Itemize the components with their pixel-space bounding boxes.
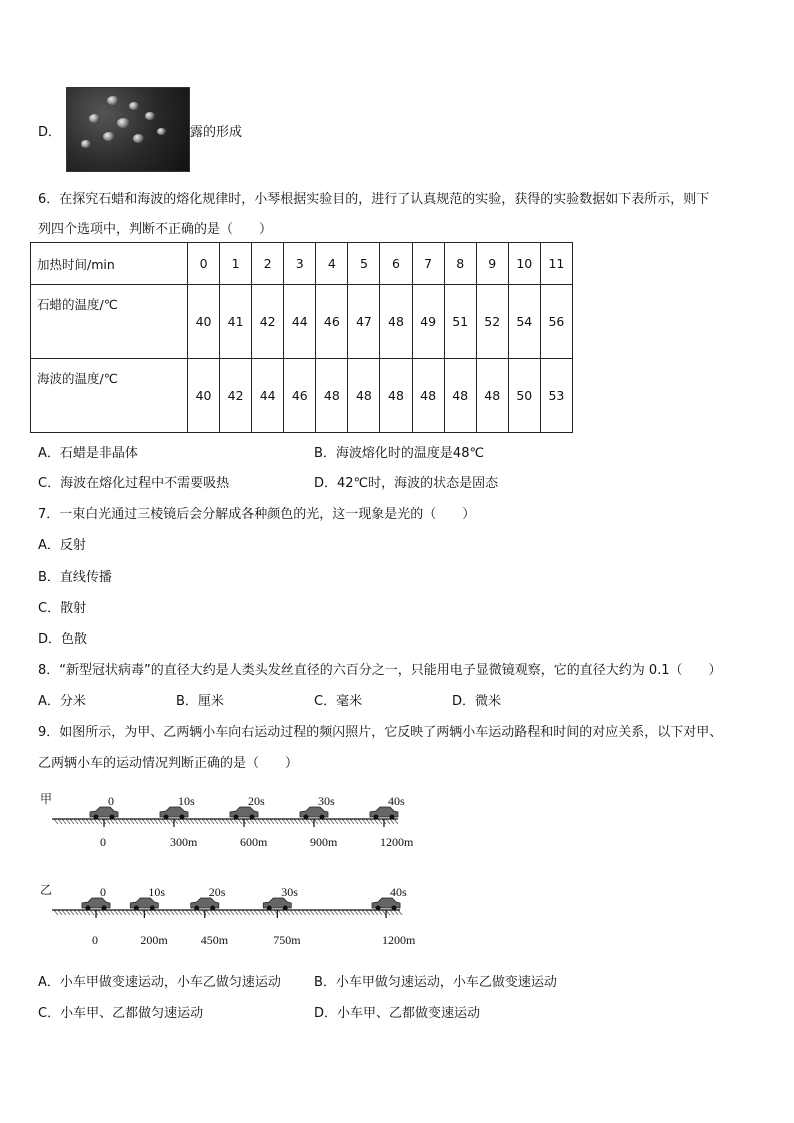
q6-stem-line1: 6．在探究石蜡和海波的熔化规律时，小琴根据实验目的，进行了认真规范的实验，获得的实验数据如下表所示，则下 [38,192,710,207]
table-cell: 48 [316,359,348,433]
car-b-strobe-diagram [40,876,430,956]
table-cell: 48 [476,359,508,433]
table-row-label: 石蜡的温度/℃ [31,285,188,359]
car-icon [230,807,258,820]
car-b-time-label: 10s [148,885,166,899]
table-cell: 46 [316,285,348,359]
table-cell: 47 [348,285,380,359]
table-cell: 2 [252,243,284,285]
car-a-time-label: 40s [387,794,405,808]
q9-option-b[interactable]: B．小车甲做匀速运动，小车乙做变速运动 [314,975,557,990]
car-icon [191,898,219,911]
car-a-distance-label: 1200m [379,835,414,849]
q5-option-d-text: 露的形成 [190,125,243,140]
q9-option-d[interactable]: D．小车甲、乙都做变速运动 [314,1006,481,1021]
car-b-distance-label: 750m [273,933,301,947]
car-b-label: 乙 [40,883,53,897]
q6-stem-line2: 列四个选项中，判断不正确的是（ ） [38,222,273,237]
car-a-strobe-diagram [40,786,430,856]
table-cell: 48 [380,285,412,359]
table-header-label: 加热时间/min [31,243,188,285]
car-icon [130,898,158,911]
table-cell: 11 [540,243,572,285]
table-cell: 41 [220,285,252,359]
table-cell: 44 [252,359,284,433]
table-cell: 48 [348,359,380,433]
table-cell: 1 [220,243,252,285]
table-row-time [31,243,573,285]
q6-option-d[interactable]: D．42℃时，海波的状态是固态 [314,476,499,491]
car-b-time-label: 0 [100,885,106,899]
dew-photo [66,87,190,172]
car-a-time-label: 10s [177,794,195,808]
q7-stem: 7．一束白光通过三棱镜后会分解成各种颜色的光，这一现象是光的（ ） [38,507,476,522]
table-cell: 48 [380,359,412,433]
car-a-distance-label: 300m [169,835,198,849]
car-b-time-label: 20s [208,885,226,899]
table-cell: 53 [540,359,572,433]
car-b-distance-label: 200m [140,933,168,947]
car-a-ground-hatch [54,819,398,824]
q7-option-b[interactable]: B．直线传播 [38,570,112,585]
table-cell: 49 [412,285,444,359]
table-cell: 46 [284,359,316,433]
table-cell: 8 [444,243,476,285]
q8-option-c[interactable]: C．毫米 [314,694,363,709]
car-a-distance-label: 0 [100,835,106,849]
q8-option-d[interactable]: D．微米 [452,694,502,709]
car-a-distance-label: 900m [309,835,338,849]
table-cell: 51 [444,285,476,359]
car-b-time-label: 40s [390,885,407,899]
table-row-paraffin [31,285,573,359]
car-icon [370,807,398,820]
table-row-hypo [31,359,573,433]
table-row-label: 海波的温度/℃ [31,359,188,433]
car-a-distance-label: 600m [239,835,268,849]
table-cell: 48 [444,359,476,433]
table-cell: 4 [316,243,348,285]
table-cell: 42 [220,359,252,433]
car-icon [90,807,118,820]
table-cell: 52 [476,285,508,359]
q8-option-a[interactable]: A．分米 [38,694,86,709]
car-a-time-label: 30s [317,794,335,808]
q5-option-d-letter: D． [38,125,62,140]
car-b-distance-label: 0 [92,933,98,947]
car-b-distance-label: 450m [200,933,229,947]
car-icon [300,807,328,820]
q6-option-a[interactable]: A．石蜡是非晶体 [38,446,138,461]
car-icon [263,898,291,911]
q9-stem-line1: 9．如图所示，为甲、乙两辆小车向右运动过程的频闪照片，它反映了两辆小车运动路程和时间的对应关系，以下对甲、 [38,725,723,740]
car-b-distance-label: 1200m [382,933,416,947]
table-cell: 50 [508,359,540,433]
q7-option-a[interactable]: A．反射 [38,538,86,553]
table-cell: 10 [508,243,540,285]
table-cell: 42 [252,285,284,359]
table-cell: 0 [188,243,220,285]
table-cell: 3 [284,243,316,285]
table-cell: 40 [188,359,220,433]
car-a-time-label: 20s [247,794,265,808]
q9-option-c[interactable]: C．小车甲、乙都做匀速运动 [38,1006,204,1021]
table-cell: 54 [508,285,540,359]
table-cell: 7 [412,243,444,285]
q6-option-c[interactable]: C．海波在熔化过程中不需要吸热 [38,476,230,491]
q8-option-b[interactable]: B．厘米 [176,694,224,709]
table-cell: 6 [380,243,412,285]
car-icon [372,898,400,911]
table-cell: 40 [188,285,220,359]
q9-option-a[interactable]: A．小车甲做变速运动，小车乙做匀速运动 [38,975,281,990]
table-cell: 56 [540,285,572,359]
car-icon [82,898,110,911]
car-b-time-label: 30s [281,885,298,899]
car-a-label: 甲 [40,792,53,806]
car-a-time-label: 0 [108,794,114,808]
q7-option-d[interactable]: D．色散 [38,632,88,647]
q9-stem-line2: 乙两辆小车的运动情况判断正确的是（ ） [38,756,299,771]
table-cell: 48 [412,359,444,433]
car-icon [160,807,188,820]
car-b-ground-hatch [54,910,402,915]
table-cell: 44 [284,285,316,359]
table-cell: 9 [476,243,508,285]
table-cell: 5 [348,243,380,285]
melting-data-table [30,242,573,433]
q6-option-b[interactable]: B．海波熔化时的温度是48℃ [314,446,485,461]
q8-stem: 8．“新型冠状病毒”的直径大约是人类头发丝直径的六百分之一，只能用电子显微镜观察，它的直径大约为 0.1（ ） [38,663,722,678]
q7-option-c[interactable]: C．散射 [38,601,87,616]
